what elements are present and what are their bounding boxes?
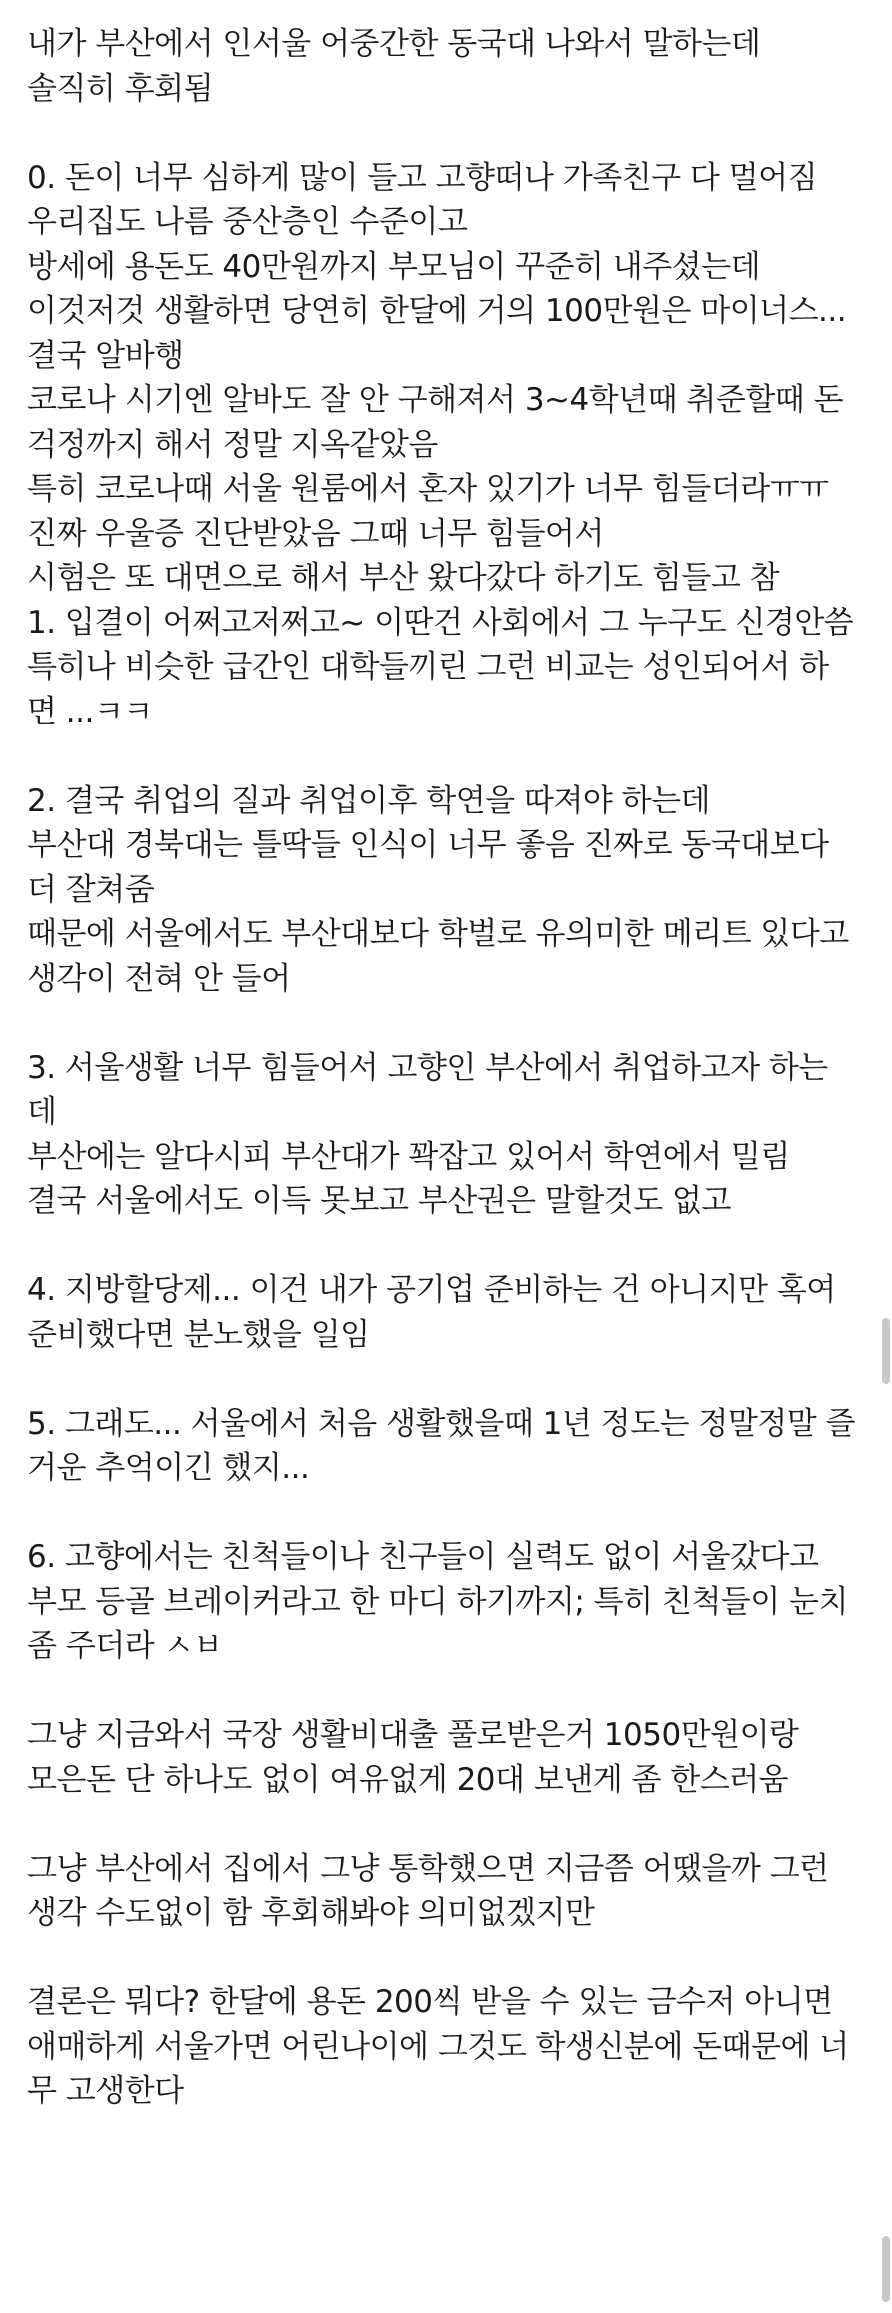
text-line: 걱정까지 해서 정말 지옥같았음 (27, 426, 438, 463)
text-line: 우리집도 나름 중산층인 수준이고 (27, 204, 468, 240)
text-line: 2. 결국 취업의 질과 취업이후 학연을 따져야 하는데 (27, 782, 710, 819)
text-line: 코로나 시기엔 알바도 잘 안 구해져서 3~4학년때 취준할때 돈 (27, 382, 844, 418)
text-line: 모은돈 단 하나도 없이 여유없게 20대 보낸게 좀 한스러움 (27, 1761, 789, 1798)
text-line: 5. 그래도... 서울에서 처음 생활했을때 1년 정도는 정말정말 즐 (27, 1405, 855, 1442)
text-line: 그냥 부산에서 집에서 그냥 통학했으면 지금쯤 어땠을까 그런 (27, 1850, 829, 1887)
paragraph-gap (27, 1491, 877, 1536)
text-line: 결론은 뭐다? 한달에 용돈 200씩 받을 수 있는 금수저 아니면 (27, 1984, 833, 2020)
text-line: 생각이 전혀 안 들어 (27, 960, 291, 997)
text-line: 진짜 우울증 진단받았음 그때 너무 힘들어서 (27, 515, 604, 552)
text-line: 솔직히 후회됨 (27, 70, 214, 107)
text-line: 무 고생한다 (27, 2073, 184, 2109)
text-line: 더 잘쳐줌 (27, 871, 155, 908)
text-line: 부모 등골 브레이커라고 한 마디 하기까지; 특히 친척들이 눈치 (27, 1583, 848, 1620)
text-line: 결국 알바행 (27, 337, 184, 374)
text-line: 특히나 비슷한 급간인 대학들끼린 그런 비교는 성인되어서 하 (27, 649, 829, 685)
paragraph-gap (27, 1224, 877, 1269)
paragraph-gap (27, 1669, 877, 1714)
paragraph-gap (27, 1936, 877, 1981)
paragraph-gap (27, 1357, 877, 1402)
text-line: 0. 돈이 너무 심하게 많이 들고 고향떠나 가족친구 다 멀어짐 (27, 159, 818, 196)
paragraph-gap (27, 111, 877, 156)
text-line: 부산에는 알다시피 부산대가 꽉잡고 있어서 학연에서 밀림 (27, 1138, 790, 1175)
text-line: 이것저것 생활하면 당연히 한달에 거의 100만원은 마이너스... (27, 293, 847, 329)
text-line: 애매하게 서울가면 어린나이에 그것도 학생신분에 돈때문에 너 (27, 2028, 849, 2065)
post-body (27, 22, 877, 2114)
text-line: 특히 코로나때 서울 원룸에서 혼자 있기가 너무 힘들더라ㅠㅠ (27, 471, 829, 507)
text-line: 준비했다면 분노했을 일임 (27, 1316, 370, 1353)
scrollbar-thumb-lower[interactable] (882, 2236, 890, 2302)
text-line: 거운 추억이긴 했지... (27, 1450, 310, 1486)
text-line: 3. 서울생활 너무 힘들어서 고향인 부산에서 취업하고자 하는 (27, 1049, 828, 1086)
text-line: 방세에 용돈도 40만원까지 부모님이 꾸준히 내주셨는데 (27, 248, 761, 285)
text-line: 6. 고향에서는 친척들이나 친구들이 실력도 없이 서울갔다고 (27, 1539, 819, 1575)
text-line: 결국 서울에서도 이득 못보고 부산권은 말할것도 없고 (27, 1183, 731, 1219)
paragraph-gap (27, 1802, 877, 1847)
text-line: 그냥 지금와서 국장 생활비대출 풀로받은거 1050만원이랑 (27, 1717, 799, 1753)
text-line: 내가 부산에서 인서울 어중간한 동국대 나와서 말하는데 (27, 26, 761, 62)
text-line: 좀 주더라 ㅅㅂ (27, 1628, 223, 1664)
text-line: 부산대 경북대는 틀딱들 인식이 너무 좋음 진짜로 동국대보다 (27, 827, 829, 863)
text-line: 때문에 서울에서도 부산대보다 학벌로 유의미한 메리트 있다고 (27, 916, 849, 952)
text-line: 생각 수도없이 함 후회해봐야 의미없겠지만 (27, 1895, 595, 1931)
text-line: 시험은 또 대면으로 해서 부산 왔다갔다 하기도 힘들고 참 (27, 560, 780, 596)
paragraph-gap (27, 1001, 877, 1046)
paragraph-gap (27, 734, 877, 779)
text-line: 데 (27, 1094, 57, 1130)
scrollbar-thumb[interactable] (882, 1318, 890, 1384)
text-line: 4. 지방할당제... 이건 내가 공기업 준비하는 건 아니지만 혹여 (27, 1272, 836, 1308)
text-line: 면 ...ㅋㅋ (27, 693, 153, 730)
text-line: 1. 입결이 어쩌고저쩌고~ 이딴건 사회에서 그 누구도 신경안씀 (27, 604, 854, 641)
